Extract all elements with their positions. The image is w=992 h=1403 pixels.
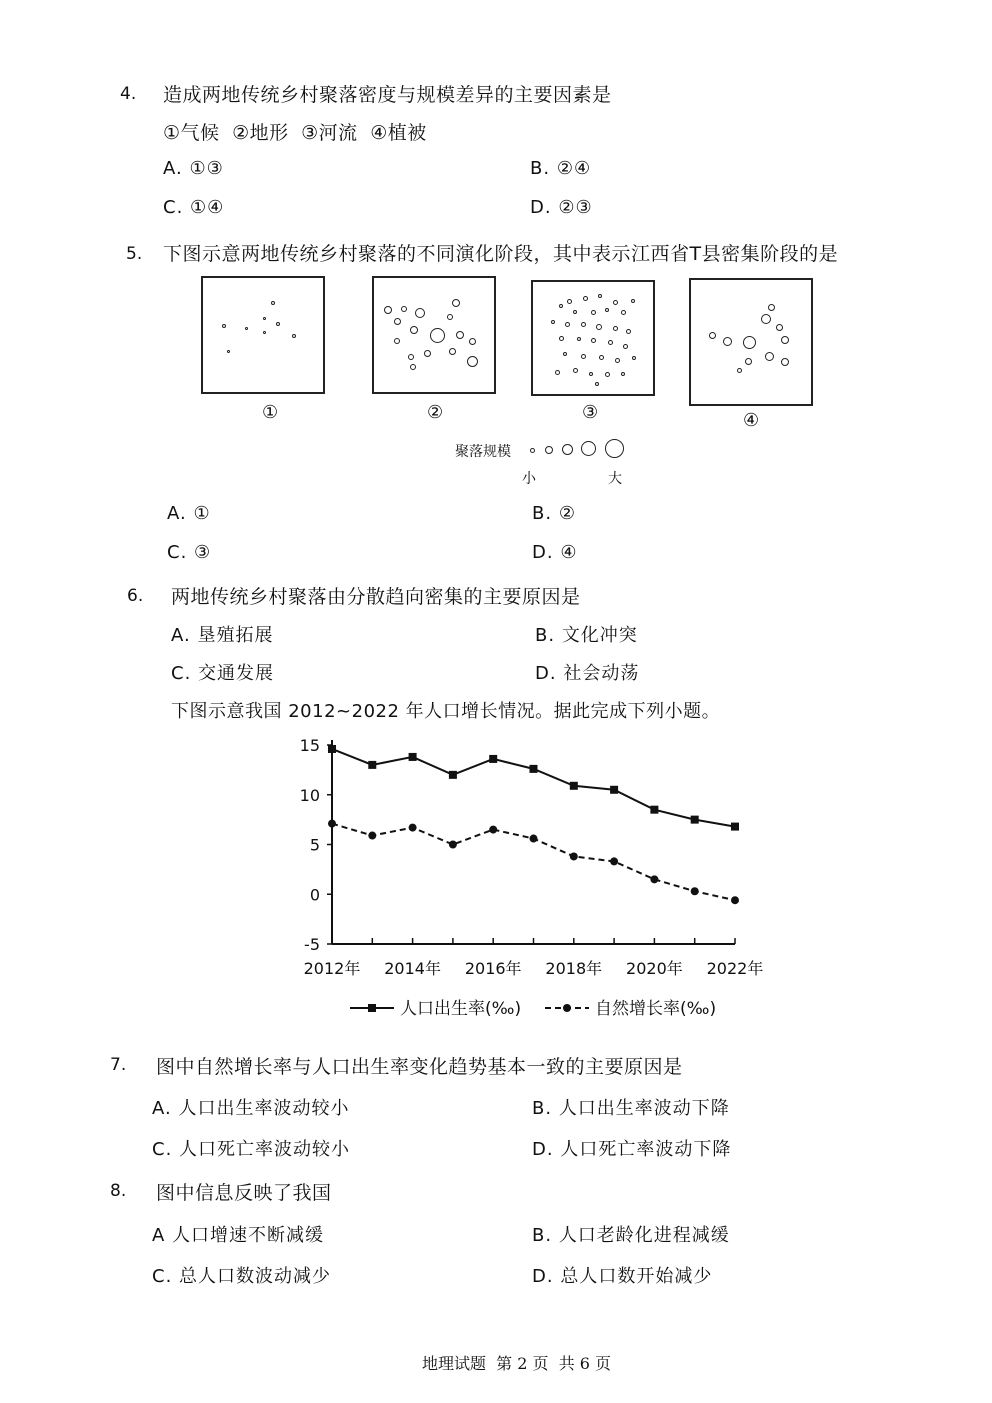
- settlement-dot: [415, 308, 425, 318]
- settlement-dot: [567, 299, 572, 304]
- settlement-dot: [723, 337, 732, 346]
- settlement-dot: [745, 358, 752, 365]
- birth-rate-point: [489, 755, 497, 763]
- page-footer: 地理试题 第 2 页 共 6 页: [422, 1354, 612, 1373]
- settlement-dot: [623, 344, 628, 349]
- option-letter: D.: [535, 663, 557, 684]
- q8-stem: 图中信息反映了我国: [156, 1182, 332, 1204]
- option-letter: C.: [152, 1266, 173, 1287]
- option-letter: C.: [152, 1139, 173, 1160]
- chart-intro: 下图示意我国 2012~2022 年人口增长情况。据此完成下列小题。: [171, 701, 721, 722]
- q6-number: 6.: [127, 586, 144, 606]
- option-text: 社会动荡: [563, 663, 640, 684]
- q5-option-a[interactable]: [167, 503, 211, 524]
- settlement-dot: [467, 356, 478, 367]
- settlement-dot: [551, 320, 555, 324]
- option-text: 总人口数波动减少: [179, 1266, 332, 1287]
- q8-number: 8.: [110, 1181, 127, 1201]
- settlement-dot: [410, 326, 418, 334]
- natural-growth-point: [449, 841, 457, 849]
- settlement-dot: [577, 337, 581, 341]
- settlement-dot: [595, 382, 599, 386]
- q4-option-a[interactable]: [163, 158, 224, 179]
- q7-stem: 图中自然增长率与人口出生率变化趋势基本一致的主要原因是: [156, 1056, 683, 1078]
- q7-option-a[interactable]: [152, 1094, 349, 1120]
- natural-growth-point: [368, 832, 376, 840]
- settlement-dot: [469, 338, 476, 345]
- q4-number: 4.: [120, 84, 137, 104]
- birth-rate-point: [731, 823, 739, 831]
- q6-option-d[interactable]: [535, 659, 639, 685]
- q7-number: 7.: [110, 1055, 127, 1075]
- settlement-dot: [768, 304, 775, 311]
- settlement-dot: [581, 354, 586, 359]
- option-letter: B.: [530, 158, 551, 179]
- birth-rate-point: [650, 806, 658, 814]
- birth-rate-point: [409, 753, 417, 761]
- settlement-dot: [271, 301, 275, 305]
- natural-growth-point: [691, 887, 699, 895]
- settlement-dot: [621, 372, 625, 376]
- settlement-dot: [430, 328, 445, 343]
- q7-option-d[interactable]: [532, 1135, 731, 1161]
- option-letter: C.: [167, 542, 188, 563]
- option-text: 总人口数开始减少: [560, 1266, 713, 1287]
- settlement-dot: [781, 336, 789, 344]
- q4-option-d[interactable]: [530, 197, 593, 218]
- option-letter: A.: [163, 158, 183, 179]
- option-letter: B.: [532, 503, 553, 524]
- settlement-dot: [605, 308, 609, 312]
- q6-option-a[interactable]: [171, 621, 273, 647]
- birth-rate-point: [530, 765, 538, 773]
- q4-factors: ①气候 ②地形 ③河流 ④植被: [163, 122, 427, 144]
- q8-option-a[interactable]: [152, 1221, 324, 1247]
- legend-small: 小: [522, 471, 536, 487]
- natural-growth-point: [409, 824, 417, 832]
- q7-option-b[interactable]: [532, 1094, 730, 1120]
- q6-option-c[interactable]: [171, 659, 274, 685]
- settlement-dot: [292, 334, 296, 338]
- x-tick-label: 2020年: [626, 959, 683, 978]
- natural-growth-point: [731, 896, 739, 904]
- series-line-1: [332, 749, 735, 827]
- q5-option-b[interactable]: [532, 503, 576, 524]
- option-text: 交通发展: [198, 663, 275, 684]
- legend-dot-3: [562, 444, 573, 455]
- settlement-panel-3: [531, 280, 655, 396]
- panel-label-2: ②: [427, 402, 444, 423]
- settlement-dot: [384, 306, 392, 314]
- settlement-dot: [591, 310, 596, 315]
- settlement-dot: [613, 326, 618, 331]
- settlement-dot: [781, 358, 789, 366]
- settlement-panel-2: [372, 276, 496, 394]
- settlement-dot: [626, 329, 631, 334]
- option-letter: C.: [171, 663, 192, 684]
- legend-dot-1: [530, 448, 535, 453]
- settlement-dot: [621, 310, 626, 315]
- settlement-dot: [591, 338, 596, 343]
- natural-growth-point: [530, 835, 538, 843]
- settlement-dot: [573, 368, 578, 373]
- option-letter: B.: [532, 1098, 553, 1119]
- settlement-dot: [631, 299, 635, 303]
- birth-rate-point: [570, 782, 578, 790]
- option-text: ①③: [189, 158, 224, 179]
- settlement-dot: [709, 332, 716, 339]
- settlement-dot: [632, 356, 636, 360]
- legend-label-2: 自然增长率(‰): [595, 999, 717, 1019]
- legend-label: 聚落规模: [455, 444, 511, 460]
- settlement-dot: [447, 314, 453, 320]
- settlement-dot: [263, 331, 266, 334]
- population-growth-chart: [280, 730, 780, 1030]
- settlement-dot: [583, 296, 588, 301]
- settlement-dot: [401, 306, 407, 312]
- birth-rate-point: [368, 761, 376, 769]
- birth-rate-point: [328, 745, 336, 753]
- q5-option-d[interactable]: [532, 542, 577, 563]
- option-text: 人口增速不断减缓: [172, 1225, 325, 1246]
- y-tick-label: 15: [299, 736, 320, 755]
- settlement-dot: [452, 299, 460, 307]
- option-letter: D.: [532, 1266, 554, 1287]
- legend-dot-2: [545, 446, 553, 454]
- option-letter: D.: [532, 542, 554, 563]
- birth-rate-point: [610, 786, 618, 794]
- chart-series: [328, 745, 739, 904]
- natural-growth-point: [610, 857, 618, 865]
- settlement-dot: [565, 322, 570, 327]
- option-letter: D.: [530, 197, 552, 218]
- settlement-dot: [615, 358, 620, 363]
- settlement-dot: [605, 372, 610, 377]
- option-text: ②④: [556, 158, 592, 179]
- option-text: 人口出生率波动较小: [178, 1098, 350, 1119]
- x-tick-label: 2014年: [384, 959, 441, 978]
- x-tick-label: 2022年: [706, 959, 764, 978]
- settlement-panel-1: [201, 276, 325, 394]
- x-tick-label: 2018年: [545, 959, 603, 978]
- settlement-dot: [222, 324, 226, 328]
- legend-large: 大: [608, 471, 622, 487]
- settlement-dot: [598, 294, 602, 298]
- settlement-dot: [408, 354, 414, 360]
- q5-stem: 下图示意两地传统乡村聚落的不同演化阶段，其中表示江西省T县密集阶段的是: [163, 243, 839, 265]
- legend-dot-4: [581, 441, 596, 456]
- settlement-dot: [276, 322, 280, 326]
- q8-option-c[interactable]: [152, 1262, 331, 1288]
- option-letter: A.: [171, 625, 191, 646]
- q5-number: 5.: [126, 244, 143, 264]
- option-text: ②: [558, 503, 576, 524]
- q7-option-c[interactable]: [152, 1135, 350, 1161]
- q6-option-b[interactable]: [535, 621, 638, 647]
- option-text: ①④: [190, 197, 225, 218]
- option-letter: A.: [167, 503, 187, 524]
- settlement-dot: [608, 340, 613, 345]
- settlement-dot: [765, 352, 774, 361]
- q8-option-d[interactable]: [532, 1262, 712, 1288]
- option-letter: B.: [532, 1225, 553, 1246]
- settlement-dot: [581, 322, 586, 327]
- option-letter: D.: [532, 1139, 554, 1160]
- option-letter: B.: [535, 625, 556, 646]
- option-text: 人口死亡率波动下降: [560, 1139, 732, 1160]
- option-text: 垦殖拓展: [197, 625, 274, 646]
- y-tick-label: -5: [304, 935, 320, 954]
- settlement-dot: [394, 338, 400, 344]
- settlement-dot: [449, 348, 456, 355]
- legend-label-1: 人口出生率(‰): [400, 999, 522, 1019]
- x-tick-label: 2016年: [464, 959, 522, 978]
- q4-option-c[interactable]: [163, 197, 224, 218]
- settlement-dot: [776, 324, 783, 331]
- option-text: ④: [560, 542, 578, 563]
- settlement-dot: [394, 318, 401, 325]
- settlement-dot: [589, 372, 593, 376]
- y-tick-label: 0: [309, 885, 320, 905]
- settlement-dot: [555, 370, 560, 375]
- chart-legend: [350, 999, 716, 1019]
- q4-option-b[interactable]: [530, 158, 591, 179]
- q5-option-c[interactable]: [167, 542, 211, 563]
- birth-rate-point: [691, 816, 699, 824]
- settlement-dot: [596, 324, 602, 330]
- settlement-panel-4: [689, 278, 813, 406]
- option-letter: A: [152, 1225, 166, 1246]
- settlement-dot: [559, 336, 564, 341]
- natural-growth-point: [328, 820, 336, 828]
- settlement-dot: [761, 314, 771, 324]
- option-text: 人口老龄化进程减缓: [558, 1225, 730, 1246]
- birth-rate-point: [449, 771, 457, 779]
- panel-label-1: ①: [262, 402, 279, 423]
- y-tick-label: 5: [309, 835, 320, 855]
- natural-growth-point: [489, 826, 497, 834]
- settlement-dot: [410, 364, 416, 370]
- legend-marker-circle: [563, 1004, 571, 1012]
- natural-growth-point: [650, 875, 658, 883]
- settlement-dot: [563, 352, 567, 356]
- natural-growth-point: [570, 852, 578, 860]
- settlement-dot: [737, 368, 742, 373]
- settlement-dot: [424, 350, 431, 357]
- y-tick-label: 10: [299, 785, 320, 805]
- settlement-dot: [263, 317, 266, 320]
- settlement-dot: [573, 310, 577, 314]
- option-letter: C.: [163, 197, 184, 218]
- settlement-dot: [456, 331, 464, 339]
- option-letter: A.: [152, 1098, 172, 1119]
- settlement-dot: [559, 304, 563, 308]
- x-tick-label: 2012年: [303, 959, 361, 978]
- settlement-dot: [743, 336, 756, 349]
- settlement-dot: [227, 350, 230, 353]
- q4-stem: 造成两地传统乡村聚落密度与规模差异的主要因素是: [163, 84, 612, 106]
- option-text: 人口死亡率波动较小: [179, 1139, 351, 1160]
- legend-dot-5: [605, 439, 624, 458]
- settlement-dot: [245, 327, 248, 330]
- option-text: ①: [193, 503, 211, 524]
- q8-option-b[interactable]: [532, 1221, 730, 1247]
- option-text: 人口出生率波动下降: [558, 1098, 730, 1119]
- panel-label-4: ④: [743, 410, 760, 431]
- option-text: 文化冲突: [561, 625, 638, 646]
- option-text: ②③: [558, 197, 593, 218]
- option-text: ③: [194, 542, 212, 563]
- settlement-dot: [599, 355, 604, 360]
- panel-label-3: ③: [582, 402, 599, 423]
- settlement-dot: [613, 300, 618, 305]
- q6-stem: 两地传统乡村聚落由分散趋向密集的主要原因是: [171, 586, 581, 608]
- legend-marker-square: [368, 1004, 376, 1012]
